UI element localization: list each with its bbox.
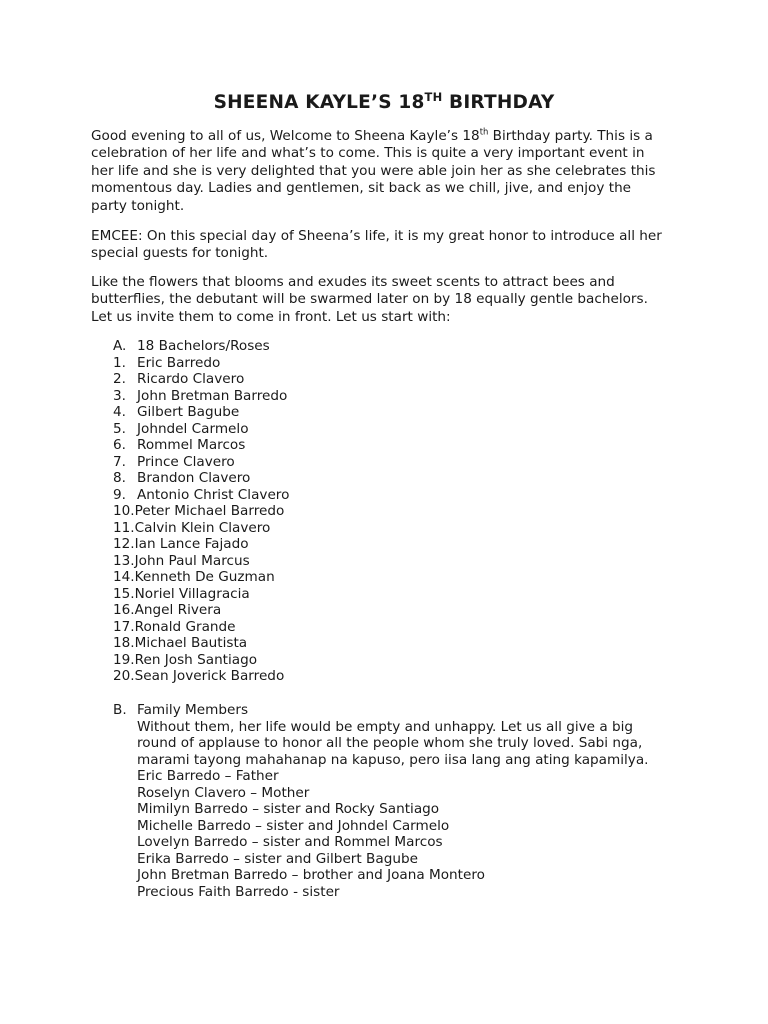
list-item-number: 16.	[113, 602, 135, 618]
title-rest: BIRTHDAY	[442, 92, 555, 113]
list-item-name: Brandon Clavero	[137, 470, 251, 486]
list-item-number: 15.	[113, 585, 135, 602]
list-item-number: 11.	[113, 519, 135, 536]
family-line: Eric Barredo – Father	[137, 768, 279, 784]
intro-line	[91, 128, 691, 145]
document-title	[0, 89, 768, 113]
list-item	[91, 652, 711, 669]
flowers-paragraph	[91, 274, 691, 326]
family-list	[91, 702, 711, 900]
bachelor-rows	[91, 355, 711, 685]
list-item	[91, 569, 711, 586]
emcee-paragraph	[91, 228, 691, 263]
list-item-name: Rommel Marcos	[137, 437, 246, 453]
list-item	[91, 421, 711, 438]
list-item-name: Ricardo Clavero	[137, 371, 245, 387]
list-item	[91, 668, 711, 685]
intro-line: her life and she is very delighted that you were able join her as she celebrates this	[91, 162, 656, 179]
title-main: SHEENA KAYLE’S 18	[213, 92, 425, 113]
list-item-name: Kenneth De Guzman	[134, 569, 275, 585]
list-item-name: Johndel Carmelo	[137, 420, 249, 437]
list-item-number: 10.	[113, 503, 135, 519]
list-item	[91, 536, 711, 553]
list-item	[91, 404, 711, 421]
family-line: Erika Barredo – sister and Gilbert Bagube	[137, 850, 418, 867]
list-item	[91, 470, 711, 487]
family-line: John Bretman Barredo – brother and Joana Montero	[137, 867, 485, 883]
family-line: marami tayong mahahanap na kapuso, pero iisa lang ang ating kapamilya.	[137, 751, 649, 768]
list-item-number: 5.	[113, 420, 126, 437]
intro-line: celebration of her life and what’s to come. This is quite a very important event in	[91, 145, 645, 162]
list-item	[91, 355, 711, 372]
list-item-name: Peter Michael Barredo	[134, 503, 285, 519]
list-item-number: 3.	[113, 387, 126, 404]
list-item-name: Ronald Grande	[134, 618, 236, 635]
list-item-number: 7.	[113, 453, 126, 470]
list-item-name: John Paul Marcus	[134, 552, 250, 569]
family-line: Without them, her life would be empty and unhappy. Let us all give a big	[137, 718, 634, 735]
list-item-number: 2.	[113, 371, 126, 387]
bachelors-list	[91, 338, 711, 685]
list-item-name: Eric Barredo	[137, 354, 221, 371]
list-item-name: Prince Clavero	[137, 453, 235, 470]
list-item-name: John Bretman Barredo	[137, 387, 288, 404]
section-b-title: Family Members	[137, 702, 249, 718]
list-item-number: 14.	[113, 569, 135, 585]
list-item-number: 9.	[113, 486, 126, 503]
flowers-line: Like the flowers that blooms and exudes its sweet scents to attract bees and	[91, 274, 615, 290]
section-a-heading	[91, 338, 711, 355]
intro-line-text: Good evening to all of us, Welcome to Sheena Kayle’s 18	[91, 128, 480, 144]
list-item	[91, 619, 711, 636]
list-item-name: Ren Josh Santiago	[134, 651, 258, 668]
list-item-number: 1.	[113, 354, 126, 371]
intro-line-text: Birthday party. This is a	[488, 128, 653, 144]
family-rows	[91, 719, 711, 901]
list-item	[91, 371, 711, 388]
list-item-number: 18.	[113, 635, 135, 651]
list-item-name: Gilbert Bagube	[137, 404, 240, 420]
list-item-number: 19.	[113, 651, 135, 668]
list-item-number: 20.	[113, 668, 135, 684]
list-item-number: 13.	[113, 552, 135, 569]
family-line: Mimilyn Barredo – sister and Rocky Santiago	[137, 801, 440, 817]
list-item-name: Michael Bautista	[134, 635, 248, 651]
emcee-line: special guests for tonight.	[91, 245, 269, 262]
section-a-title: 18 Bachelors/Roses	[137, 338, 270, 354]
section-b-marker: B.	[113, 702, 127, 718]
list-item-name: Calvin Klein Clavero	[134, 519, 271, 536]
flowers-line: Let us invite them to come in front. Let us start with:	[91, 308, 451, 325]
list-item	[91, 503, 711, 520]
family-line: round of applause to honor all the people whom she truly loved. Sabi nga,	[137, 735, 643, 751]
list-item-name: Sean Joverick Barredo	[134, 668, 285, 684]
list-item-name: Antonio Christ Clavero	[137, 486, 290, 503]
list-item-number: 4.	[113, 404, 126, 420]
title-superscript: TH	[424, 89, 443, 104]
flowers-line: butterflies, the debutant will be swarmed later on by 18 equally gentle bachelors.	[91, 291, 648, 308]
list-item	[91, 602, 711, 619]
list-item	[91, 553, 711, 570]
list-item	[91, 487, 711, 504]
intro-superscript: th	[479, 126, 489, 137]
family-line: Precious Faith Barredo - sister	[137, 883, 340, 900]
family-line: Michelle Barredo – sister and Johndel Carmelo	[137, 817, 450, 834]
intro-line: party tonight.	[91, 197, 185, 214]
list-item-number: 8.	[113, 470, 126, 486]
section-b-heading	[91, 702, 711, 719]
list-item	[91, 635, 711, 652]
list-item	[91, 388, 711, 405]
list-item	[91, 586, 711, 603]
list-item-name: Ian Lance Fajado	[134, 536, 249, 552]
family-line: Lovelyn Barredo – sister and Rommel Marcos	[137, 834, 443, 850]
list-item-number: 6.	[113, 437, 126, 453]
intro-line: momentous day. Ladies and gentlemen, sit back as we chill, jive, and enjoy the	[91, 180, 632, 197]
list-item	[91, 454, 711, 471]
list-item	[91, 437, 711, 454]
list-item-name: Angel Rivera	[134, 602, 222, 618]
list-item	[91, 520, 711, 537]
section-a-marker: A.	[113, 338, 127, 354]
list-item-name: Noriel Villagracia	[134, 585, 250, 602]
intro-paragraph	[91, 128, 691, 215]
list-item-number: 17.	[113, 618, 135, 635]
emcee-line: EMCEE: On this special day of Sheena’s life, it is my great honor to introduce all her	[91, 228, 662, 244]
list-item-number: 12.	[113, 536, 135, 552]
family-line: Roselyn Clavero – Mother	[137, 784, 310, 801]
